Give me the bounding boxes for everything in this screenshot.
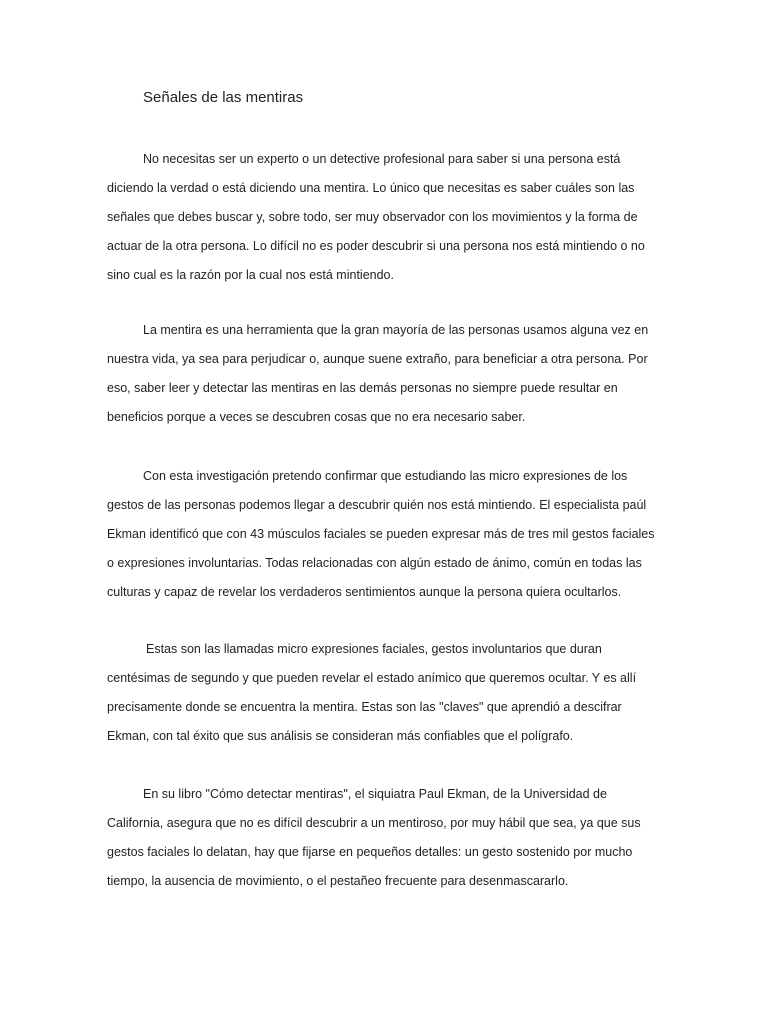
paragraph-line: nuestra vida, ya sea para perjudicar o, aunque suene extraño, para beneficiar a otra persona. Por [107, 352, 648, 366]
paragraph-line: En su libro "Cómo detectar mentiras", el siquiatra Paul Ekman, de la Universidad de [143, 787, 607, 801]
paragraph-line: o expresiones involuntarias. Todas relacionadas con algún estado de ánimo, común en todas las [107, 556, 642, 570]
paragraph-1 [107, 145, 667, 290]
paragraph-3 [107, 462, 667, 607]
paragraph-line: Con esta investigación pretendo confirmar que estudiando las micro expresiones de los [143, 469, 628, 483]
paragraph-line: Estas son las llamadas micro expresiones faciales, gestos involuntarios que duran [146, 642, 602, 656]
paragraph-line: culturas y capaz de revelar los verdaderos sentimientos aunque la persona quiera ocultarlos. [107, 585, 622, 599]
paragraph-line: centésimas de segundo y que pueden revelar el estado anímico que queremos ocultar. Y es allí [107, 671, 637, 685]
paragraph-line: precisamente donde se encuentra la mentira. Estas son las "claves" que aprendió a descifrar [107, 700, 622, 714]
paragraph-line: La mentira es una herramienta que la gran mayoría de las personas usamos alguna vez en [143, 323, 649, 337]
paragraph-line: Ekman, con tal éxito que sus análisis se consideran más confiables que el polígrafo. [107, 729, 574, 743]
paragraph-line: eso, saber leer y detectar las mentiras en las demás personas no siempre puede resultar en [107, 381, 618, 395]
paragraph-2 [107, 316, 667, 432]
paragraph-line: beneficios porque a veces se descubren cosas que no era necesario saber. [107, 410, 526, 424]
document-title: Señales de las mentiras [143, 89, 304, 106]
paragraph-line: California, asegura que no es difícil descubrir a un mentiroso, por muy hábil que sea, ya que sus [107, 816, 641, 830]
paragraph-line: diciendo la verdad o está diciendo una mentira. Lo único que necesitas es saber cuáles son las [107, 181, 635, 195]
paragraph-line: sino cual es la razón por la cual nos está mintiendo. [107, 268, 394, 282]
paragraph-line: señales que debes buscar y, sobre todo, ser muy observador con los movimientos y la forma de [107, 210, 638, 224]
paragraph-line: actuar de la otra persona. Lo difícil no es poder descubrir si una persona nos está mintiendo o no [107, 239, 645, 253]
paragraph-line: Ekman identificó que con 43 músculos faciales se pueden expresar más de tres mil gestos faciales [107, 527, 655, 541]
paragraph-4 [107, 635, 667, 751]
paragraph-line: tiempo, la ausencia de movimiento, o el pestañeo frecuente para desenmascararlo. [107, 874, 569, 888]
paragraph-5 [107, 780, 667, 896]
paragraph-line: No necesitas ser un experto o un detective profesional para saber si una persona está [143, 152, 621, 166]
paragraph-line: gestos de las personas podemos llegar a descubrir quién nos está mintiendo. El especialista paúl [107, 498, 647, 512]
paragraph-line: gestos faciales lo delatan, hay que fijarse en pequeños detalles: un gesto sostenido por mucho [107, 845, 633, 859]
